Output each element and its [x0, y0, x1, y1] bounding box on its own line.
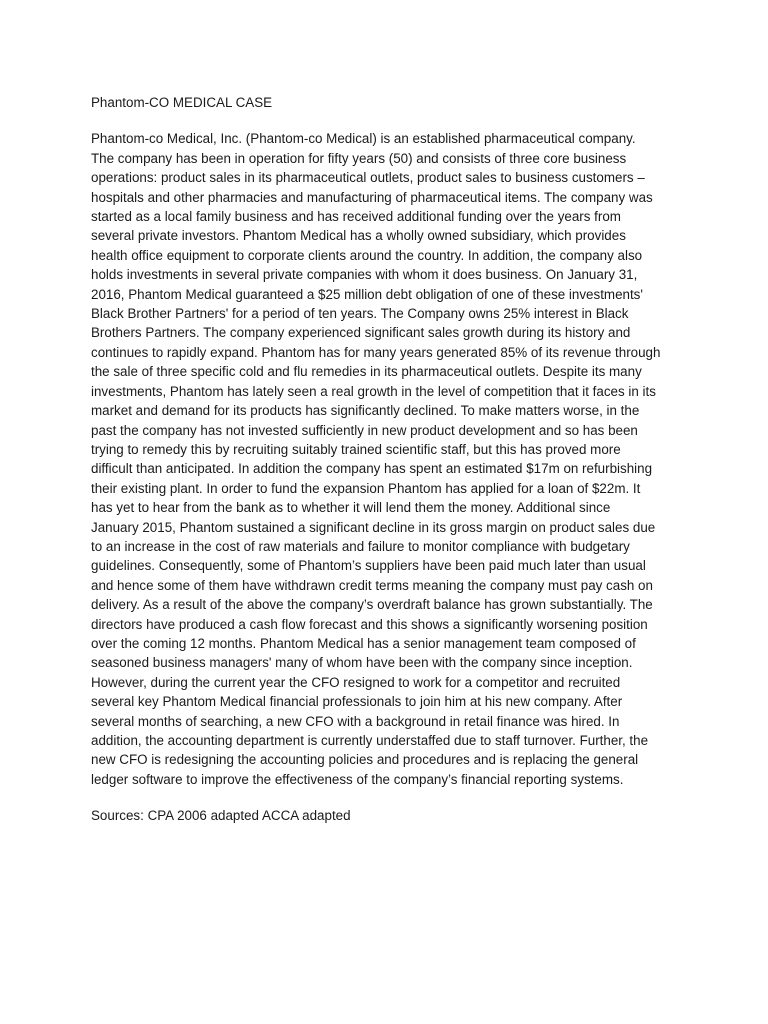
- body-line: several private investors. Phantom Medical has a wholly owned subsidiary, which provides: [91, 228, 626, 244]
- body-line: several key Phantom Medical financial professionals to join him at his new company. After: [91, 694, 623, 710]
- body-line: Phantom-co Medical, Inc. (Phantom-co Medical) is an established pharmaceutical company.: [91, 131, 636, 147]
- body-line: guidelines. Consequently, some of Phantom’s suppliers have been paid much later than usual: [91, 558, 646, 574]
- body-line: and hence some of them have withdrawn credit terms meaning the company must pay cash on: [91, 577, 653, 593]
- body-line: to an increase in the cost of raw materials and failure to monitor compliance with budgetary: [91, 538, 630, 554]
- body-line: seasoned business managers' many of whom have been with the company since inception.: [91, 655, 633, 671]
- body-line: several months of searching, a new CFO with a background in retail finance was hired. In: [91, 713, 620, 729]
- case-body: [91, 129, 683, 789]
- body-line: The company has been in operation for fifty years (50) and consists of three core business: [91, 150, 627, 166]
- body-line: directors have produced a cash flow forecast and this shows a significantly worsening position: [91, 616, 648, 632]
- document-title: Phantom-CO MEDICAL CASE: [91, 95, 273, 110]
- body-line: market and demand for its products has significantly declined. To make matters worse, in the: [91, 403, 640, 419]
- body-line: their existing plant. In order to fund the expansion Phantom has applied for a loan of $22m. It: [91, 480, 641, 496]
- body-line: operations: product sales in its pharmaceutical outlets, product sales to business customers –: [91, 170, 645, 186]
- body-line: health office equipment to corporate clients around the country. In addition, the company also: [91, 247, 643, 263]
- body-line: Brothers Partners. The company experienced significant sales growth during its history and: [91, 325, 631, 341]
- body-line: However, during the current year the CFO resigned to work for a competitor and recruited: [91, 674, 621, 690]
- body-line: delivery. As a result of the above the company’s overdraft balance has grown substantially. The: [91, 597, 653, 613]
- body-line: started as a local family business and has received additional funding over the years from: [91, 209, 621, 225]
- body-line: over the coming 12 months. Phantom Medical has a senior management team composed of: [91, 635, 636, 651]
- document-content: [91, 93, 683, 826]
- body-line: new CFO is redesigning the accounting policies and procedures and is replacing the general: [91, 752, 639, 768]
- body-line: past the company has not invested sufficiently in new product development and so has been: [91, 422, 638, 438]
- body-line: continues to rapidly expand. Phantom has for many years generated 85% of its revenue through: [91, 344, 661, 360]
- body-line: 2016, Phantom Medical guaranteed a $25 million debt obligation of one of these investments': [91, 286, 643, 302]
- body-line: has yet to hear from the bank as to whether it will lend them the money. Additional since: [91, 500, 611, 516]
- body-line: holds investments in several private companies with whom it does business. On January 31,: [91, 267, 638, 283]
- body-line: January 2015, Phantom sustained a significant decline in its gross margin on product sales due: [91, 519, 656, 535]
- body-line: investments, Phantom has lately seen a real growth in the level of competition that it faces in its: [91, 383, 656, 399]
- body-line: ledger software to improve the effectiveness of the company’s financial reporting systems.: [91, 771, 624, 787]
- body-line: hospitals and other pharmacies and manufacturing of pharmaceutical items. The company was: [91, 189, 653, 205]
- body-line: the sale of three specific cold and flu remedies in its pharmaceutical outlets. Despite its many: [91, 364, 642, 380]
- body-line: Black Brother Partners' for a period of ten years. The Company owns 25% interest in Black: [91, 306, 629, 322]
- body-line: trying to remedy this by recruiting suitably trained scientific staff, but this has proved more: [91, 441, 621, 457]
- body-line: addition, the accounting department is currently understaffed due to staff turnover. Further, the: [91, 733, 649, 748]
- sources-note: Sources: CPA 2006 adapted ACCA adapted: [91, 808, 351, 824]
- body-line: difficult than anticipated. In addition the company has spent an estimated $17m on refurbishing: [91, 461, 653, 477]
